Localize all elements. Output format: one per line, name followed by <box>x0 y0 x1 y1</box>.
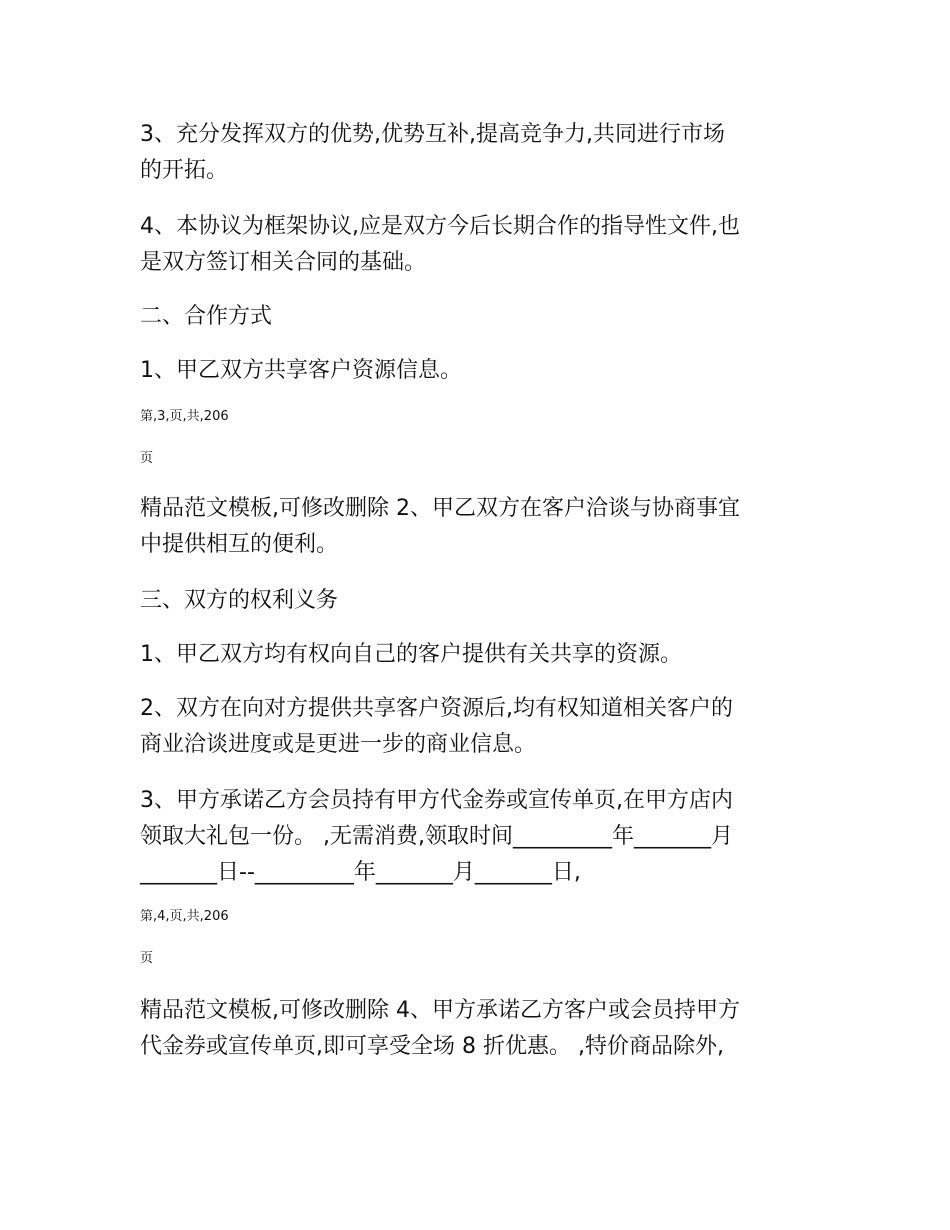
section-heading: 三、双方的权利义务 <box>140 588 339 613</box>
page-counter: 第,3,页,共,206 <box>140 409 229 424</box>
paragraph-line: 代金券或宣传单页,即可享受全场 8 折优惠。 ,特价商品除外, <box>140 1034 724 1059</box>
paragraph-line: 4、本协议为框架协议,应是双方今后长期合作的指导性文件,也 <box>140 214 740 239</box>
page-counter: 第,4,页,共,206 <box>140 909 229 924</box>
paragraph-line: 3、甲方承诺乙方会员持有甲方代金券或宣传单页,在甲方店内 <box>140 788 733 813</box>
paragraph-line: 精品范文模板,可修改删除 4、甲方承诺乙方客户或会员持甲方 <box>140 998 740 1023</box>
page-counter-suffix: 页 <box>140 951 154 966</box>
paragraph-line: 商业洽谈进度或是更进一步的商业信息。 <box>140 732 537 757</box>
section-heading: 二、合作方式 <box>140 304 273 329</box>
paragraph-line: 3、充分发挥双方的优势,优势互补,提高竞争力,共同进行市场 <box>140 122 725 147</box>
page-counter-suffix: 页 <box>140 451 154 466</box>
paragraph-line: 1、甲乙双方共享客户资源信息。 <box>140 358 462 383</box>
paragraph-line: 2、双方在向对方提供共享客户资源后,均有权知道相关客户的 <box>140 696 733 721</box>
paragraph-line: 中提供相互的便利。 <box>140 532 339 557</box>
paragraph-line: 1、甲乙双方均有权向自己的客户提供有关共享的资源。 <box>140 642 682 667</box>
paragraph-line: _______日--_________年_______月_______日, <box>140 860 581 885</box>
paragraph-line: 精品范文模板,可修改删除 2、甲乙双方在客户洽谈与协商事宜 <box>140 496 740 521</box>
paragraph-line: 是双方签订相关合同的基础。 <box>140 250 427 275</box>
paragraph-line: 的开拓。 <box>140 158 229 183</box>
paragraph-line: 领取大礼包一份。 ,无需消费,领取时间_________年_______月 <box>140 824 733 849</box>
